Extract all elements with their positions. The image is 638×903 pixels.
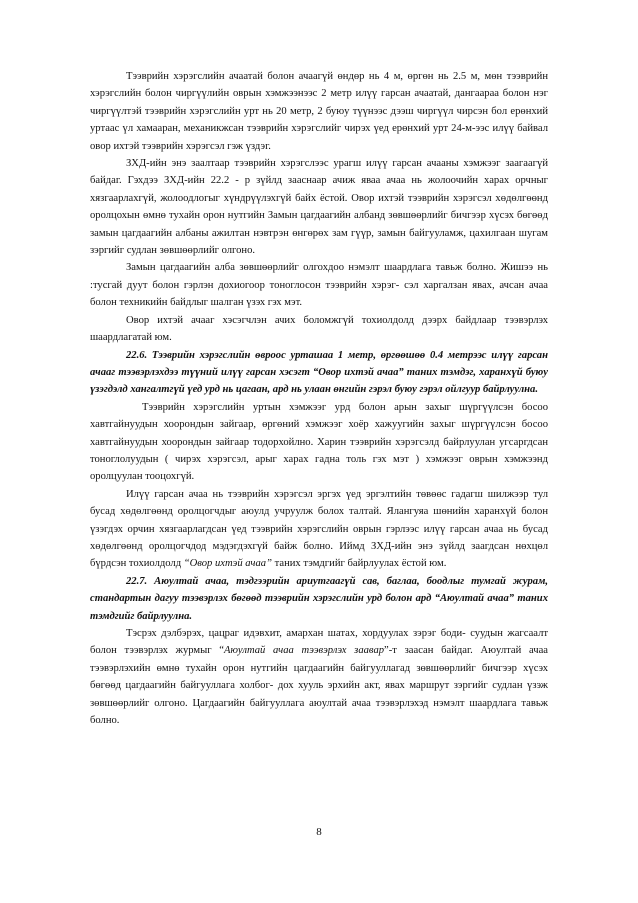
- paragraph-police-requirements: Замын цагдаагийн алба зөвшөөрлийг олгохдоо нэмэлт шаардлага тавьж болно. Жишээ нь :тусгай дуут болон гэрлэн дохиогоор тоноглосон тээврийн хэрэг- сэл харгалзан явах, ачсан ачаа болон техникийн байдлыг шалган үзэх гэх мэт.: [90, 262, 548, 309]
- rule-22-6: 22.6. Тээврийн хэрэгслийн өвроос урташаа 1 метр, өргөөшөө 0.4 метрээс илүү гарсан ачааг тээвэрлэхдээ түүний илүү гарсан хэсэгт “Овор ихтэй ачаа” таних тэмдэг, харанхүй буюу үзэгдэлд хангалтгүй үед урд нь цагаан, ард нь улаан өнгийн гэрэл буюу гэрэл ойлгуур байрлуулна.: [90, 349, 548, 396]
- page-number: 8: [316, 826, 322, 838]
- document-body: [90, 68, 548, 729]
- overhang-text: Илүү гарсан ачаа нь тээврийн хэрэгсэл эргэх үед эргэлтийн төвөөс гадагш шилжээр тул бусад хөдөлгөөнд оролцогчдыг аюулд учруулж болох талтай. Ялангуяа шөнийн харанхүй болон үзэгдэх орчин хязгаарлагдсан үед тээврийн хэрэгслийн оврын гэрлээс илүү гарсан ачаа нь бусад хөдөлгөөнд оролцогчдод мэдэгдэхгүй байж болно. Иймд ЗХД-ийн энэ зүйлд заагдсан нөхцөл бүрдсэн тохиолдолд: [90, 488, 548, 570]
- dangerous-goods-text-end: ”-т заасан байдаг. Аюултай ачаа тээвэрлэхийн өмнө тухайн орон нутгийн цагдаагийн байгууллагад зөвшөөрлийг бичгээр хүсэх бөгөөд цагдаагийн байгууллага холбог- дох хууль эрхийн акт, явах маршрут зэргийг судлан үзэж зөвшөөрлийг олгоно. Цагдаагийн байгууллага аюултай ачаа тээвэрлэхэд нэмэлт шаардлага тавьж болно.: [90, 645, 549, 727]
- paragraph-dimensions: Тээврийн хэрэгслийн ачаатай болон ачаагүй өндөр нь 4 м, өргөн нь 2.5 м, мөн тээврийн хэрэгслийн болон чиргүүлийн оврын хэмжээнээс 2 метр илүү гарсан ачаатай, дангаараа болон нэг чиргүүлтэй тээврийн хэрэгслийн урт нь 20 метр, 2 буюу түүнээс дээш чиргүүл чирсэн бол ерөнхий уртааc үл хамааран, механикжсан тээврийн хэрэгслийг чирэх үед ерөнхий урт 24-м-ээс илүү байвал овор ихтэй тээврийн хэрэгсэл гэж үздэг.: [90, 71, 548, 152]
- paragraph-partial-loading: Овор ихтэй ачааг хэсэгчлэн ачих боломжгүй тохиолдолд дээрх байдлаар тээвэрлэх шаардлагатай юм.: [90, 314, 548, 344]
- dangerous-goods-text: Тэсрэх дэлбэрэх, цацраг идэвхит, амархан шатах, хордуулах зэрэг боди- суудын жагсаалт болон тээвэрлэх журмыг “: [90, 628, 548, 657]
- paragraph-front-overhang: ЗХД-ийн энэ заалтаар тээврийн хэрэгслээс урагш илүү гарсан ачааны хэмжээг заагаагүй байдаг. Гэхдээ ЗХД-ийн 22.2 - р зүйлд зааснаар ачиж яваа ачаа нь жолоочийн харах орчныг хязгаарлахгүй, жолоодлогыг хүндрүүлэхгүй байх ёстой. Овор ихтэй тээврийн хэрэгсэл хөдөлгөөнд оролцохын өмнө тухайн орон нутгийн Замын цагдаагийн албанд зөвшөөрлийг бичгээр хүсэх бөгөөд замын цагдаагийн албаны ажилтан нэвтрэн өнгөрөх зам гүүр, замын байгууламж, цахилгаан шугам зэргийг судлан зөвшөөрлийг олгоно.: [90, 158, 548, 257]
- rule-22-7: 22.7. Аюултай ачаа, тэдгээрийн ариутгаагүй сав, баглаа, боодлыг тумгай журам, стандартын дагуу тээвэрлэх бөгөөд тээврийн хэрэгслийн урд болон ард “Аюултай ачаа” таних тэмдгийг байрлуулна.: [90, 575, 548, 622]
- paragraph-dangerous-goods: [90, 625, 548, 729]
- overhang-text-end: таних тэмдгийг байрлуулах ёстой юм.: [271, 558, 447, 570]
- paragraph-measurement: Тээврийн хэрэгслийн уртын хэмжээг урд болон арын захыг шүргүүлсэн босоо хавтгайнуудын хоорондын зайгаар, өргөний хэмжээг хоёр хажуугийн захыг шүргүүлсэн босоо хавтгайнуудын хоорондын зайгаар тодорхойлно. Харин тээврийн хэрэгсэлд байрлуулан угсаргдсан тоноглолуудын ( чирэх хэрэгсэл, арыг харах гадна толь гэх мэт ) хэмжээг оврын хэмжээнд оролцуулан тооцохгүй.: [90, 401, 548, 483]
- dangerous-goods-instruction: Аюултай ачаа тээвэрлэх заавар: [223, 645, 385, 657]
- paragraph-overhang-danger: [90, 486, 548, 573]
- oversize-sign-label: “Овор ихтэй ачаа”: [183, 558, 272, 570]
